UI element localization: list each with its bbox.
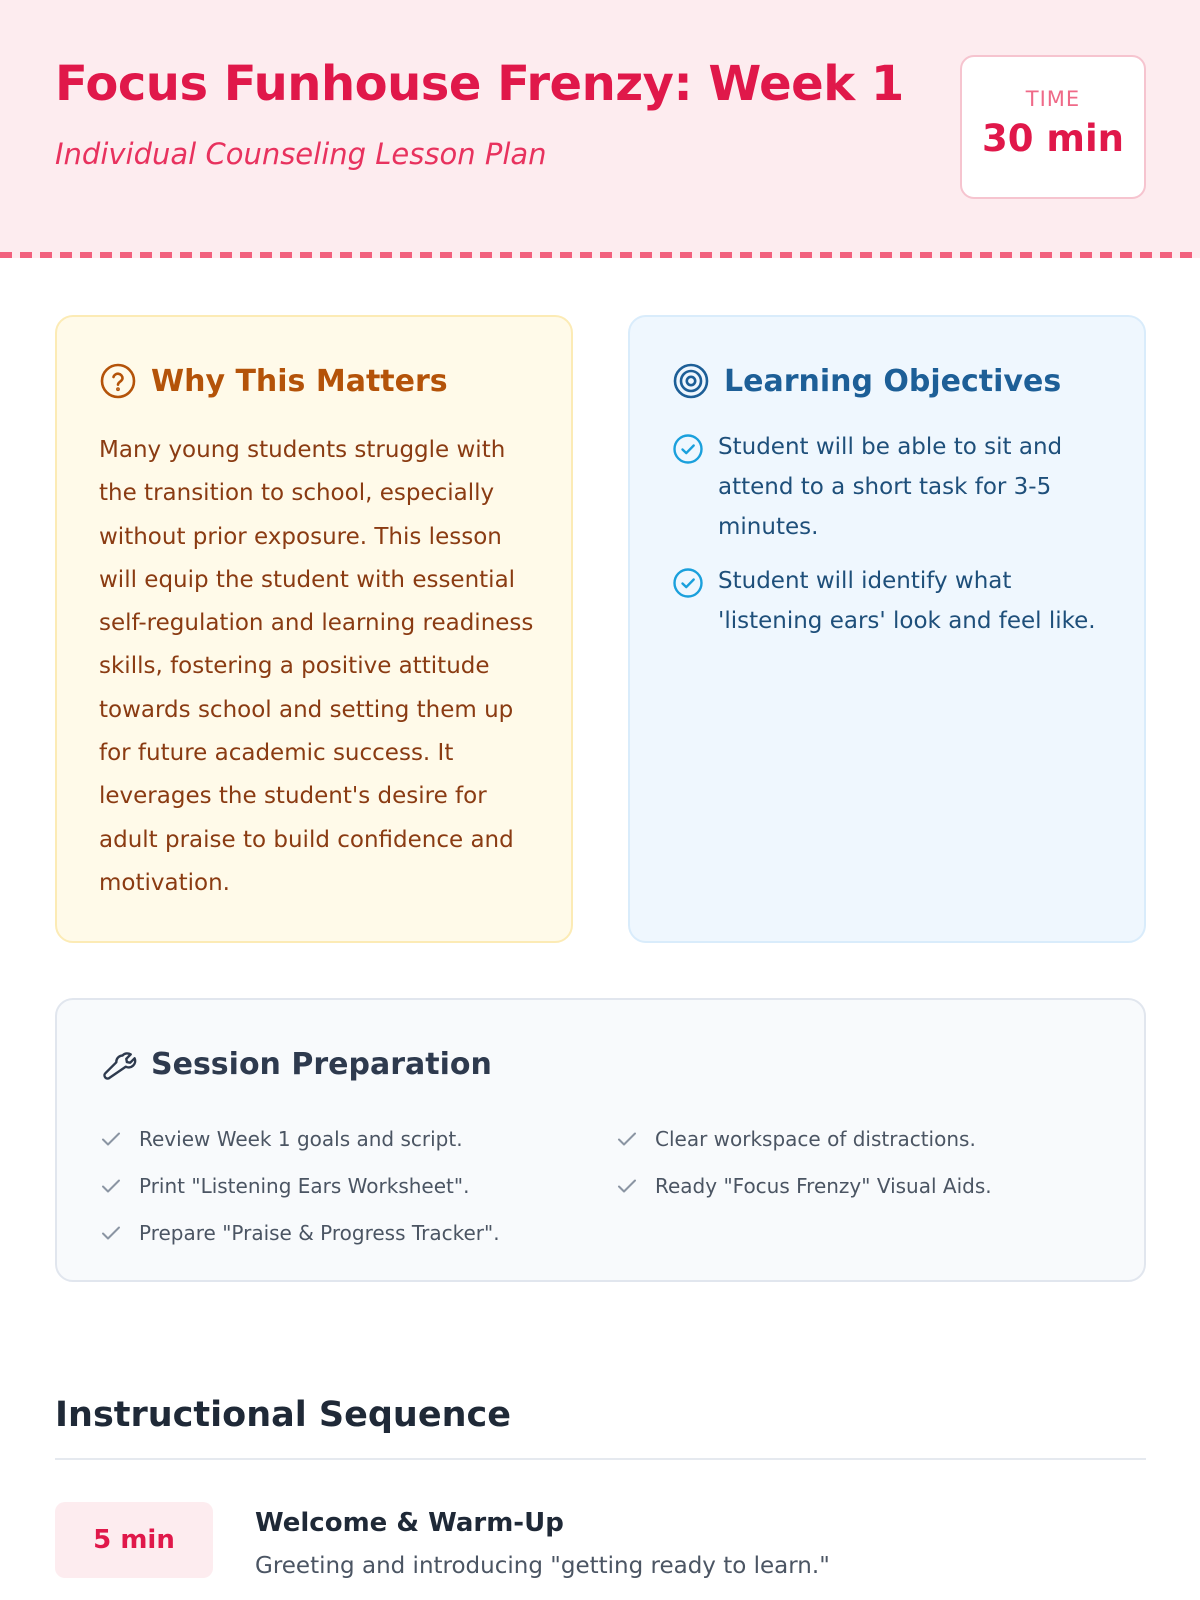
preparation-text: Clear workspace of distractions. [655,1126,976,1151]
question-circle-icon [99,362,137,400]
step-title: Welcome & Warm-Up [255,1508,564,1538]
preparation-list-left [99,1115,500,1256]
preparation-item [99,1162,500,1209]
objectives-card-heading: Learning Objectives [724,363,1062,399]
step-description: Greeting and introducing "getting ready to learn." [255,1553,830,1579]
header-dashed-divider [0,252,1200,258]
why-this-matters-card [55,315,573,943]
learning-objectives-card [628,315,1146,943]
objectives-list [672,427,1112,655]
session-preparation-card [55,998,1146,1282]
target-icon [672,362,710,400]
preparation-item [615,1162,992,1209]
why-card-header [99,362,448,400]
page-title: Focus Funhouse Frenzy: Week 1 [55,56,904,112]
objective-item [672,561,1112,641]
why-card-heading: Why This Matters [151,363,448,399]
preparation-text: Print "Listening Ears Worksheet". [139,1173,470,1198]
why-card-body: Many young students struggle with the transition to school, especially without prior exposure. This lesson will equip the student with essential self-regulation and learning readiness skills, fostering a positive attitude towards school and setting them up for future academic success. It leverages the student's desire for adult praise to build confidence and motivation. [99,437,534,896]
checkmark-icon [99,1221,123,1245]
preparation-item [99,1115,500,1162]
time-value: 30 min [982,117,1124,160]
checkmark-icon [615,1127,639,1151]
preparation-item [99,1209,500,1256]
objective-text: Student will be able to sit and attend to a short task for 3-5 minutes. [718,434,1063,540]
check-circle-icon [672,433,704,465]
sequence-heading: Instructional Sequence [55,1395,511,1435]
checkmark-icon [99,1127,123,1151]
time-badge [960,55,1146,199]
sequence-divider [55,1458,1146,1460]
preparation-text: Review Week 1 goals and script. [139,1126,463,1151]
preparation-card-header [99,1045,492,1083]
objective-item [672,427,1112,547]
page-subtitle: Individual Counseling Lesson Plan [55,137,547,171]
preparation-text: Prepare "Praise & Progress Tracker". [139,1220,500,1245]
objectives-card-header [672,362,1061,400]
preparation-card-heading: Session Preparation [151,1046,492,1082]
objective-text: Student will identify what 'listening ears' look and feel like. [718,568,1096,634]
wrench-icon [99,1045,137,1083]
step-duration-badge: 5 min [55,1502,213,1578]
preparation-item [615,1115,992,1162]
preparation-text: Ready "Focus Frenzy" Visual Aids. [655,1173,992,1198]
preparation-list-right [615,1115,992,1209]
check-circle-icon [672,567,704,599]
time-label: TIME [1025,87,1081,111]
checkmark-icon [615,1174,639,1198]
checkmark-icon [99,1174,123,1198]
